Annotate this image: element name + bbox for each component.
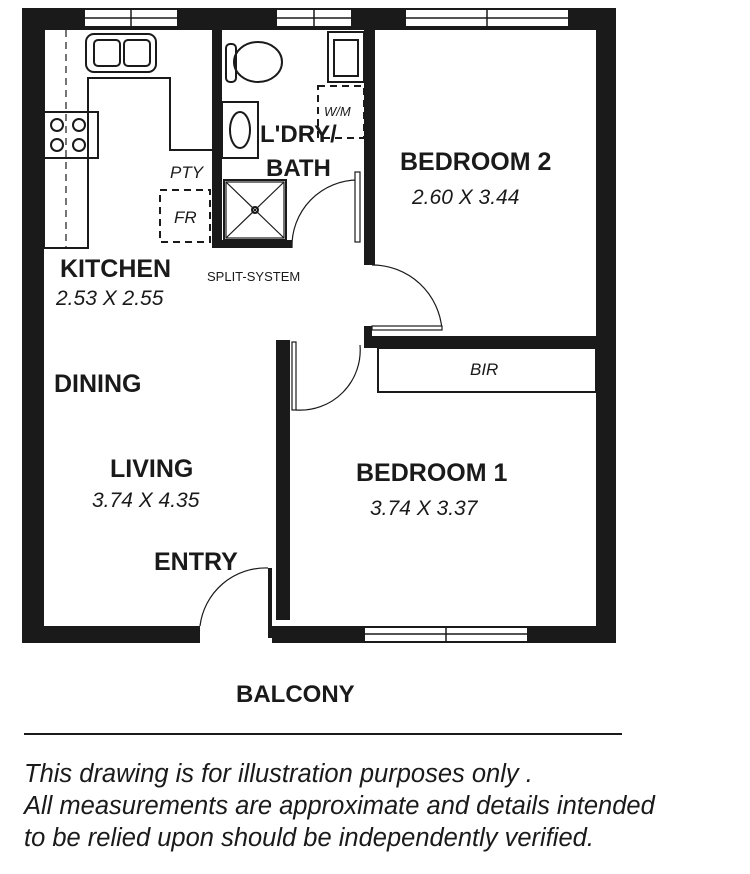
bedroom2-label: BEDROOM 2 bbox=[400, 148, 552, 176]
bedroom1-dimensions: 3.74 X 3.37 bbox=[370, 497, 478, 520]
pantry-label: PTY bbox=[170, 163, 204, 182]
laundry-tub-icon bbox=[328, 32, 364, 82]
cooktop-icon bbox=[44, 112, 98, 158]
bedroom1-label: BEDROOM 1 bbox=[356, 459, 508, 487]
living-dimensions: 3.74 X 4.35 bbox=[92, 489, 200, 512]
laundry-bath-label-line2: BATH bbox=[266, 155, 331, 182]
laundry-bath-label-line1: L'DRY/ bbox=[260, 121, 337, 148]
bir-label: BIR bbox=[470, 360, 499, 379]
living-label: LIVING bbox=[110, 455, 194, 483]
bottom-window bbox=[364, 627, 528, 642]
disclaimer-line-1: This drawing is for illustration purposes only . bbox=[24, 760, 533, 788]
disclaimer-line-3: to be relied upon should be independently verified. bbox=[24, 824, 594, 852]
top-windows bbox=[84, 9, 569, 27]
split-system-label: SPLIT-SYSTEM bbox=[207, 269, 301, 284]
kitchen-label: KITCHEN bbox=[60, 255, 172, 283]
kitchen-dimensions: 2.53 X 2.55 bbox=[56, 287, 164, 310]
balcony-label: BALCONY bbox=[236, 681, 355, 708]
washing-machine-label: W/M bbox=[324, 104, 351, 119]
bathroom-vanity-icon bbox=[222, 102, 258, 158]
fridge-label: FR bbox=[174, 208, 197, 227]
shower-icon bbox=[224, 180, 286, 240]
dining-label: DINING bbox=[54, 370, 142, 398]
entry-label: ENTRY bbox=[154, 548, 238, 576]
exterior-walls bbox=[22, 8, 616, 643]
disclaimer-line-2: All measurements are approximate and details intended bbox=[24, 792, 655, 820]
toilet-icon bbox=[226, 42, 282, 82]
disclaimer bbox=[24, 758, 739, 854]
bedroom2-dimensions: 2.60 X 3.44 bbox=[412, 186, 520, 209]
